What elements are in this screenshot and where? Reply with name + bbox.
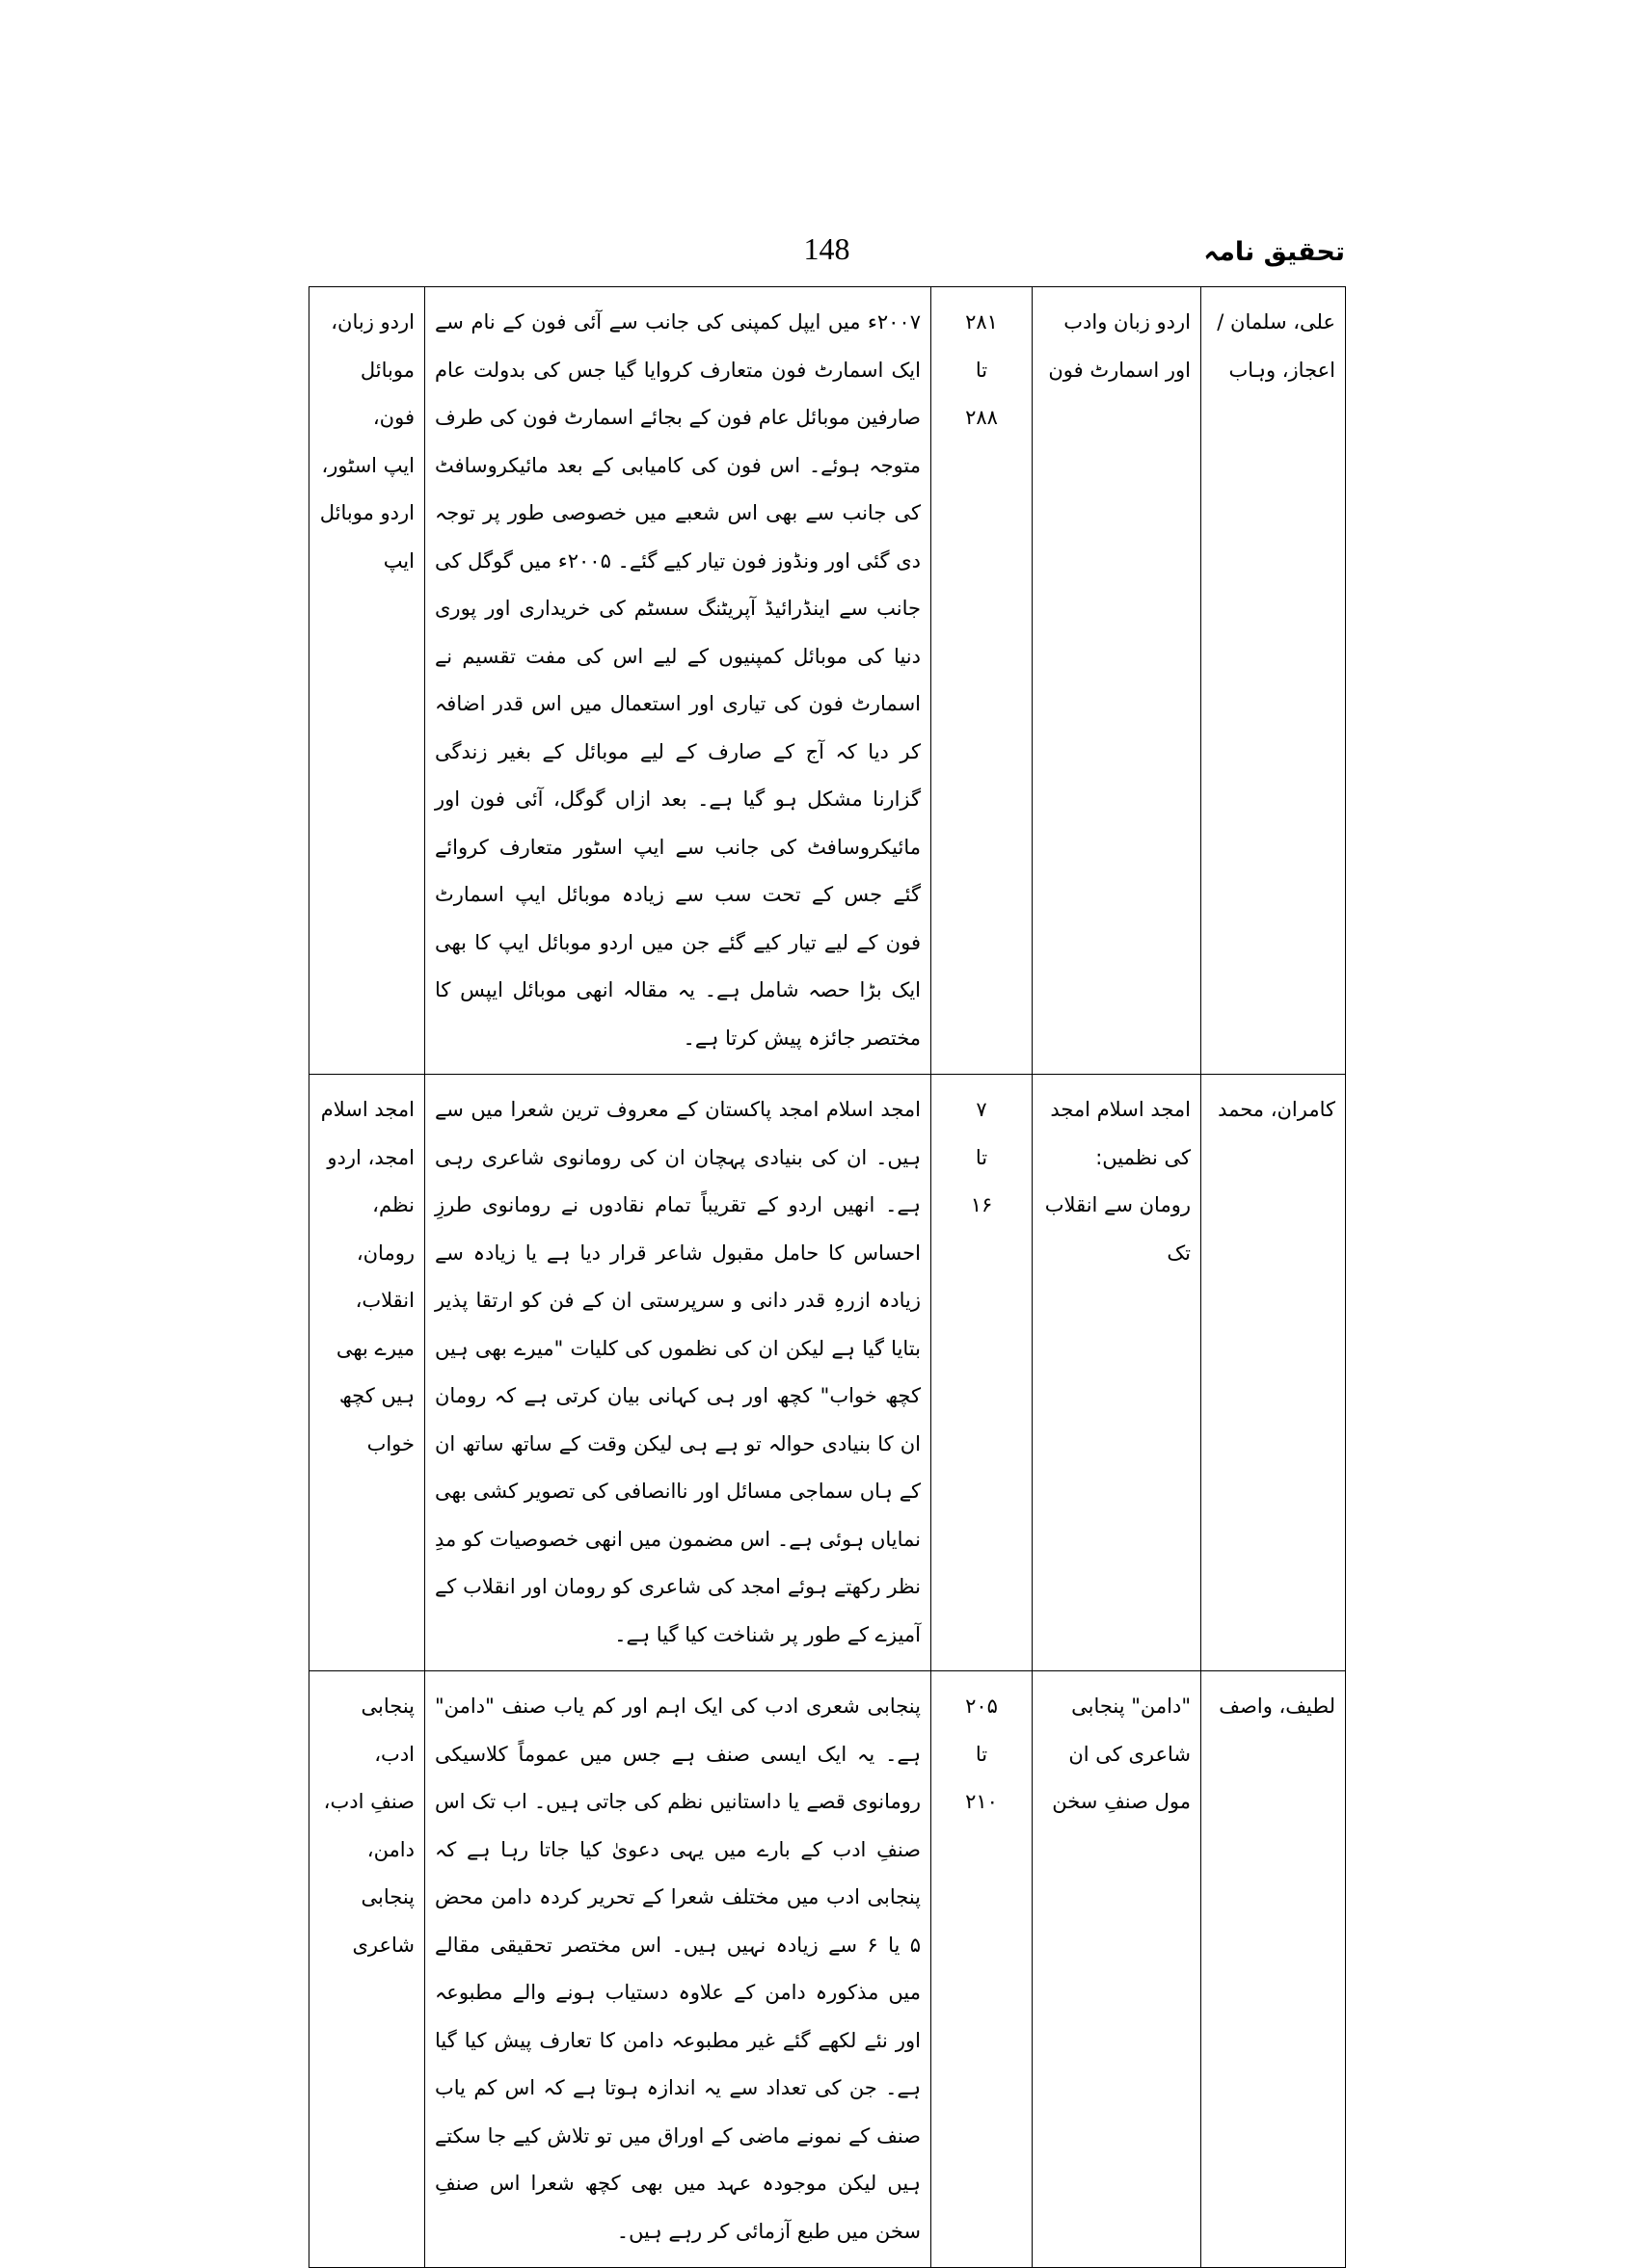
page-range-part: ۱۶ — [970, 1193, 993, 1216]
keyword: موبائل فون، — [360, 358, 415, 429]
keyword: نظم، رومان، — [356, 1193, 415, 1265]
keyword: ہیں کچھ — [338, 1384, 415, 1407]
abstract-cell: امجد اسلام امجد پاکستان کے معروف ترین شعرا میں سے ہیں۔ ان کی بنیادی پہچان ان کی رومانوی شاعری رہی ہے۔ انھیں اردو کے تقریباً تمام نقادوں نے رومانوی طرزِ احساس کا حامل مقبول شاعر قرار دیا ہے یا زیادہ سے زیادہ ازرہِ قدر دانی و سرپرستی ان کے فن کو ارتقا پذیر بتایا گیا ہے لیکن ان کی نظموں کی کلیات "میرے بھی ہیں کچھ خواب" کچھ اور ہی کہانی بیان کرتی ہے کہ رومان ان کا بنیادی حوالہ تو ہے ہی لیکن وقت کے ساتھ ساتھ ان کے ہاں سماجی مسائل اور ناانصافی کی تصویر کشی بھی نمایاں ہوئی ہے۔ اس مضمون میں انھی خصوصیات کو مدِ نظر رکھتے ہوئے امجد کی شاعری کو رومان اور انقلاب کے آمیزے کے طور پر شناخت کیا گیا ہے۔ — [425, 1075, 931, 1671]
abstracts-table — [309, 286, 1346, 2268]
keyword: انقلاب، — [355, 1289, 415, 1312]
page-range-part: ۲۰۵ — [965, 1694, 998, 1718]
page-range-part: ۷ — [976, 1098, 987, 1121]
article-title-cell: اردو زبان وادب اور اسمارٹ فون — [1033, 287, 1201, 1075]
page-range-cell — [931, 287, 1033, 1075]
keyword: پنجابی ادب، — [361, 1694, 415, 1766]
author-cell: کامران، محمد — [1201, 1075, 1346, 1671]
keywords-cell — [309, 1075, 425, 1671]
page-range-cell — [931, 1671, 1033, 2268]
page-range-part: ۲۸۱ — [965, 310, 998, 334]
keyword: امجد، اردو — [327, 1145, 415, 1169]
page-range-cell — [931, 1075, 1033, 1671]
keyword: ایپ — [383, 548, 415, 573]
abstract-cell: پنجابی شعری ادب کی ایک اہم اور کم یاب صنف "دامن" ہے۔ یہ ایک ایسی صنف ہے جس میں عموماً کلاسیکی رومانوی قصے یا داستانیں نظم کی جاتی ہیں۔ اب تک اس صنفِ ادب کے بارے میں یہی دعویٰ کیا جاتا رہا ہے کہ پنجابی ادب میں مختلف شعرا کے تحریر کردہ دامن محض ۵ یا ۶ سے زیادہ نہیں ہیں۔ اس مختصر تحقیقی مقالے میں مذکورہ دامن کے علاوہ دستیاب ہونے والے مطبوعہ اور نئے لکھے گئے غیر مطبوعہ دامن کا تعارف پیش کیا گیا ہے۔ جن کی تعداد سے یہ اندازہ ہوتا ہے کہ اس کم یاب صنف کے نمونے ماضی کے اوراق میں تو تلاش کیے جا سکتے ہیں لیکن موجودہ عہد میں بھی کچھ شعرا اس صنفِ سخن میں طبع آزمائی کر رہے ہیں۔ — [425, 1671, 931, 2268]
page-range-part: تا — [975, 1145, 988, 1169]
table-row — [309, 287, 1346, 1075]
page-header — [309, 231, 1345, 281]
keyword: دامن، — [366, 1837, 415, 1861]
page-number: 148 — [803, 231, 850, 266]
abstract-cell: ۲۰۰۷ء میں ایپل کمپنی کی جانب سے آئی فون کے نام سے ایک اسمارٹ فون متعارف کروایا گیا جس کی بدولت عام صارفین موبائل عام فون کے بجائے اسمارٹ فون کی طرف متوجہ ہوئے۔ اس فون کی کامیابی کے بعد مائیکروسافٹ کی جانب سے بھی اس شعبے میں خصوصی طور پر توجہ دی گئی اور ونڈوز فون تیار کیے گئے۔ ۲۰۰۵ء میں گوگل کی جانب سے اینڈرائیڈ آپریٹنگ سسٹم کی خریداری اور پوری دنیا کی موبائل کمپنیوں کے لیے اس کی مفت تقسیم نے اسمارٹ فون کی تیاری اور استعمال میں اس قدر اضافہ کر دیا کہ آج کے صارف کے لیے موبائل کے بغیر زندگی گزارنا مشکل ہو گیا ہے۔ بعد ازاں گوگل، آئی فون اور مائیکروسافٹ کی جانب سے ایپ اسٹور متعارف کروائے گئے جس کے تحت سب سے زیادہ موبائل ایپ اسمارٹ فون کے لیے تیار کیے گئے جن میں اردو موبائل ایپ کا بھی ایک بڑا حصہ شامل ہے۔ یہ مقالہ انھی موبائل ایپس کا مختصر جائزہ پیش کرتا ہے۔ — [425, 287, 931, 1075]
article-title-cell: امجد اسلام امجد کی نظمیں: رومان سے انقلاب تک — [1033, 1075, 1201, 1671]
page-range-part: تا — [975, 1742, 988, 1766]
page-range-part: ۲۱۰ — [965, 1790, 998, 1813]
article-title-cell: "دامن" پنجابی شاعری کی ان مول صنفِ سخن — [1033, 1671, 1201, 2268]
journal-title: تحقیق نامہ — [1203, 237, 1345, 267]
author-cell: علی، سلمان / اعجاز، وہاب — [1201, 287, 1346, 1075]
keywords-cell — [309, 1671, 425, 2268]
table-row — [309, 1671, 1346, 2268]
keyword: اردو زبان، — [331, 310, 415, 334]
keywords-cell — [309, 287, 425, 1075]
keyword: خواب — [366, 1431, 415, 1455]
author-cell: لطیف، واصف — [1201, 1671, 1346, 2268]
keyword: اردو موبائل — [319, 501, 415, 524]
keyword: میرے بھی — [336, 1336, 415, 1360]
keyword: ایپ اسٹور، — [321, 453, 415, 477]
keyword: صنفِ ادب، — [323, 1790, 415, 1813]
table-row — [309, 1075, 1346, 1671]
keyword: پنجابی شاعری — [352, 1885, 415, 1957]
page-range-part: ۲۸۸ — [965, 406, 998, 429]
keyword: امجد اسلام — [320, 1098, 415, 1121]
page-range-part: تا — [975, 358, 988, 382]
